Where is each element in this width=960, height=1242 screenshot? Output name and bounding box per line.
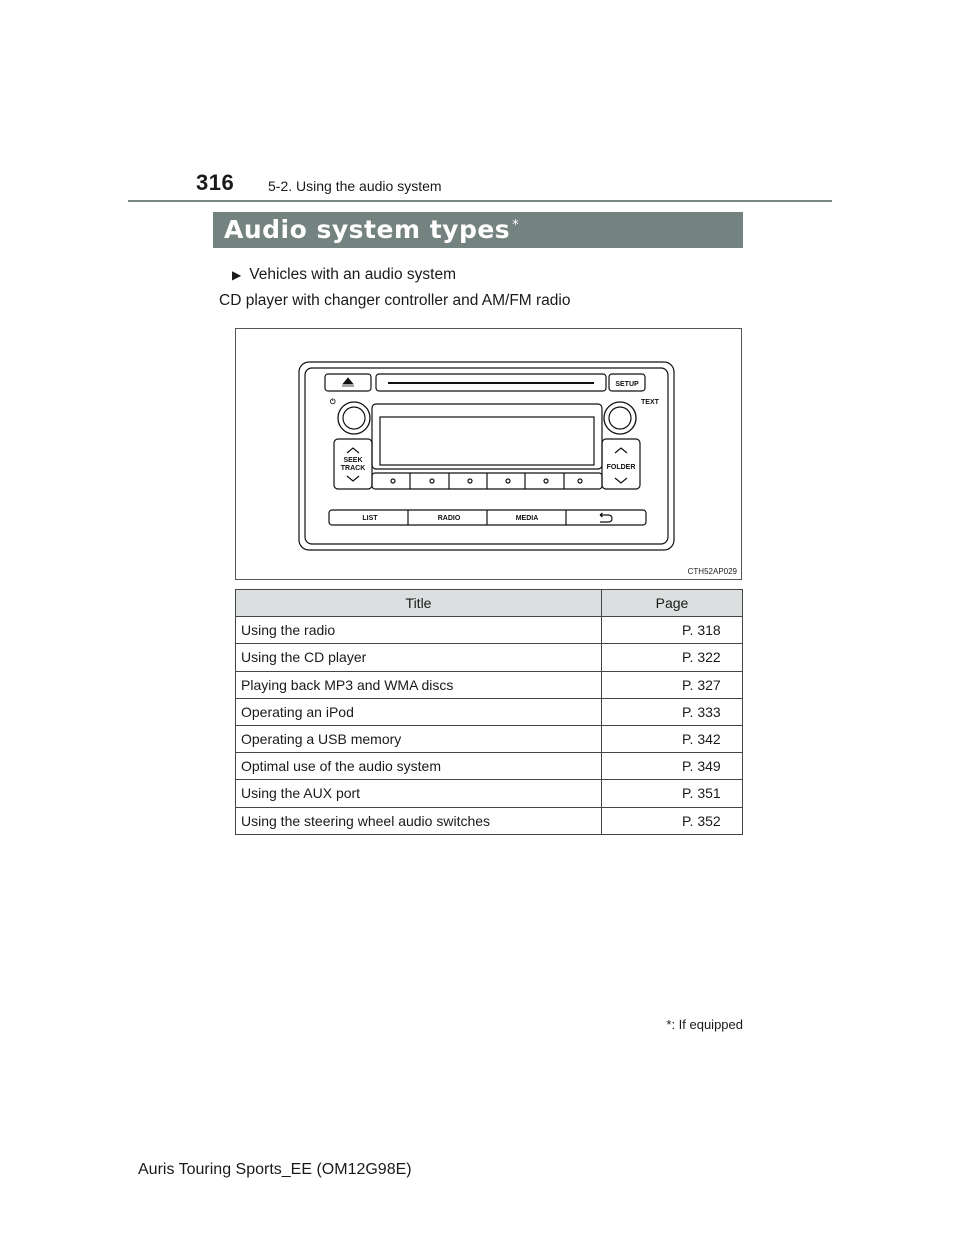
row-page: P. 352 (602, 807, 743, 834)
setup-label: SETUP (615, 381, 639, 388)
page-number: 316 (196, 170, 235, 195)
header-rule (128, 200, 832, 202)
table-row (236, 644, 743, 671)
title-bar (213, 212, 743, 248)
footnote-mark: * (666, 1017, 672, 1032)
media-label: MEDIA (515, 515, 539, 522)
table-row (236, 807, 743, 834)
row-title: Operating an iPod (236, 698, 602, 725)
vehicle-bullet (232, 266, 456, 284)
display-screen (380, 417, 594, 465)
row-title: Using the CD player (236, 644, 602, 671)
bullet-text: Vehicles with an audio system (249, 266, 457, 283)
table-row (236, 671, 743, 698)
footnote-text: : If equipped (671, 1017, 743, 1032)
table-row (236, 753, 743, 780)
row-title: Using the steering wheel audio switches (236, 807, 602, 834)
row-page: P. 342 (602, 725, 743, 752)
row-page: P. 333 (602, 698, 743, 725)
row-page: P. 327 (602, 671, 743, 698)
seek-label: SEEK (343, 457, 363, 464)
triangle-right-icon: ▶ (232, 268, 242, 282)
row-page: P. 318 (602, 617, 743, 644)
figure-code: CTH52AP029 (687, 567, 737, 576)
row-page: P. 351 (602, 780, 743, 807)
page-title-text: Audio system types (224, 215, 511, 244)
row-page: P. 349 (602, 753, 743, 780)
table-header-row (236, 590, 743, 617)
text-label: TEXT (641, 399, 659, 406)
table-header-page: Page (602, 590, 743, 617)
audio-unit-illustration (236, 329, 743, 581)
back-icon (600, 513, 612, 522)
table-row (236, 698, 743, 725)
audio-unit-figure (235, 328, 742, 580)
row-title: Using the radio (236, 617, 602, 644)
table-row (236, 725, 743, 752)
reference-table (235, 589, 743, 835)
row-title: Optimal use of the audio system (236, 753, 602, 780)
track-label: TRACK (340, 465, 366, 472)
folder-label: FOLDER (606, 464, 636, 471)
table-header-title: Title (236, 590, 602, 617)
if-equipped-mark: * (512, 217, 520, 233)
eject-icon (342, 378, 354, 386)
section-label: 5-2. Using the audio system (268, 178, 442, 194)
footnote (666, 1017, 743, 1032)
page-title (224, 215, 519, 244)
system-description: CD player with changer controller and AM/FM radio (219, 292, 571, 309)
preset-dividers (410, 473, 564, 489)
row-title: Using the AUX port (236, 780, 602, 807)
table-row (236, 617, 743, 644)
manual-footer: Auris Touring Sports_EE (OM12G98E) (138, 1161, 412, 1178)
power-icon: ⏻ (330, 399, 336, 406)
table-row (236, 780, 743, 807)
row-title: Playing back MP3 and WMA discs (236, 671, 602, 698)
radio-label: RADIO (437, 515, 461, 522)
row-page: P. 322 (602, 644, 743, 671)
display-bezel (372, 404, 602, 469)
list-label: LIST (362, 515, 378, 522)
row-title: Operating a USB memory (236, 725, 602, 752)
